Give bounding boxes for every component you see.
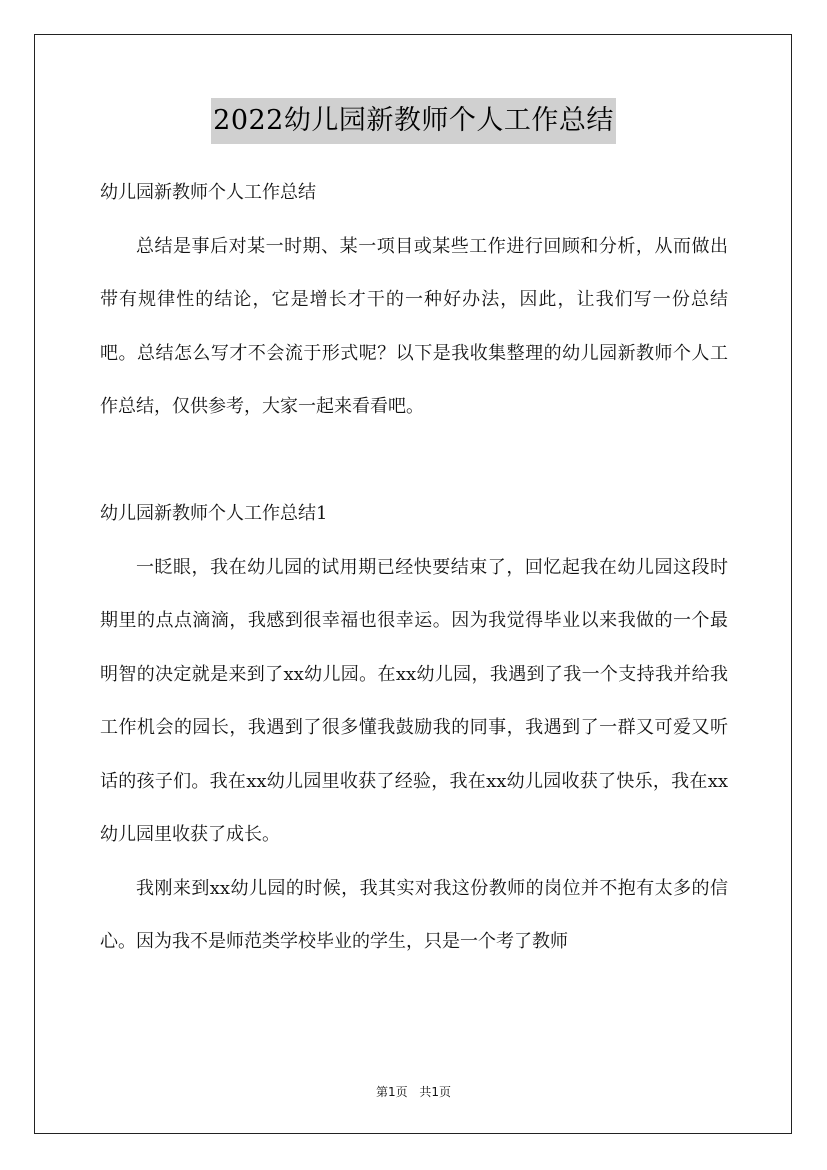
title-container xyxy=(0,98,827,144)
page-current: 第1页 xyxy=(375,1085,408,1099)
page-footer xyxy=(0,1083,827,1100)
document-subtitle: 幼儿园新教师个人工作总结 xyxy=(100,182,316,203)
body-paragraph-1: 一眨眼，我在幼儿园的试用期已经快要结束了，回忆起我在幼儿园这段时期里的点点滴滴，我感到很幸福也很幸运。因为我觉得毕业以来我做的一个最明智的决定就是来到了xx幼儿园。在xx幼儿园，我遇到了我一个支持我并给我工作机会的园长，我遇到了很多懂我鼓励我的同事，我遇到了一群又可爱又听话的孩子们。我在xx幼儿园里收获了经验，我在xx幼儿园收获了快乐，我在xx幼儿园里收获了成长。 xyxy=(100,556,728,845)
body-paragraph-2: 我刚来到xx幼儿园的时候，我其实对我这份教师的岗位并不抱有太多的信心。因为我不是师范类学校毕业的学生，只是一个考了教师 xyxy=(100,877,728,952)
intro-paragraph: 总结是事后对某一时期、某一项目或某些工作进行回顾和分析，从而做出带有规律性的结论，它是增长才干的一种好办法，因此，让我们写一份总结吧。总结怎么写才不会流于形式呢？以下是我收集整理的幼儿园新教师个人工作总结，仅供参考，大家一起来看看吧。 xyxy=(100,235,728,417)
section-spacer xyxy=(100,434,728,488)
section-heading: 幼儿园新教师个人工作总结1 xyxy=(100,503,328,524)
document-body xyxy=(100,166,728,969)
document-title: 2022幼儿园新教师个人工作总结 xyxy=(211,98,616,144)
page-total: 共1页 xyxy=(419,1085,452,1099)
